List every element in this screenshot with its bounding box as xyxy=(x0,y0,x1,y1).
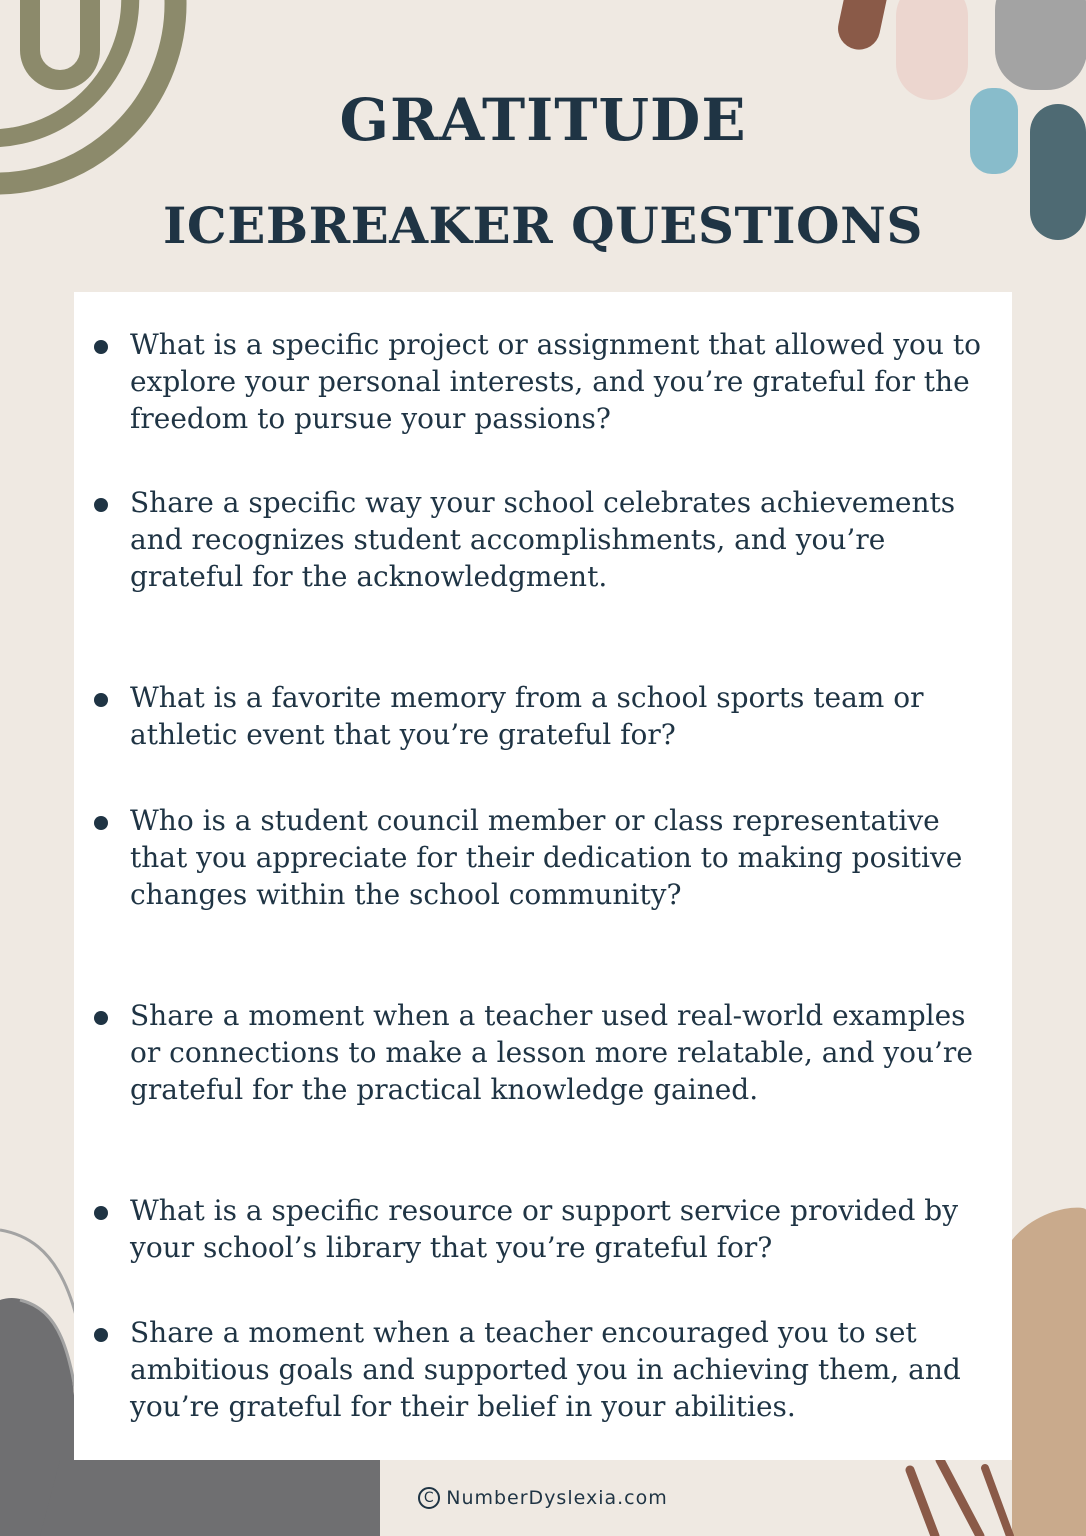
question-text: What is a favorite memory from a school sports team or athletic event that you’re grateful for? xyxy=(130,681,924,751)
bullet-icon xyxy=(94,340,108,354)
page-title: GRATITUDE xyxy=(339,86,747,154)
bullet-icon xyxy=(94,1206,108,1220)
bullet-icon xyxy=(94,693,108,707)
page-subtitle: ICEBREAKER QUESTIONS xyxy=(163,196,923,255)
question-text: Who is a student council member or class representative that you appreciate for their dedication to making positive changes within the school community? xyxy=(130,804,963,911)
question-text: Share a moment when a teacher encouraged you to set ambitious goals and supported you in achieving them, and you’re grateful for their belief in your abilities. xyxy=(130,1316,961,1423)
bullet-icon xyxy=(94,1328,108,1342)
question-text: What is a specific resource or support service provided by your school’s library that you’re grateful for? xyxy=(130,1194,959,1264)
question-text: Share a moment when a teacher used real-world examples or connections to make a lesson more relatable, and you’re grateful for the practical knowledge gained. xyxy=(130,999,973,1106)
bullet-icon xyxy=(94,498,108,512)
copyright-icon: C xyxy=(418,1487,440,1509)
question-text: What is a specific project or assignment that allowed you to explore your personal interests, and you’re grateful for the freedom to pursue your passions? xyxy=(130,328,981,435)
questions-card xyxy=(74,292,1012,1460)
question-text: Share a specific way your school celebrates achievements and recognizes student accomplishments, and you’re grateful for the acknowledgment. xyxy=(130,486,956,593)
footer-credit xyxy=(0,1484,1086,1512)
bullet-icon xyxy=(94,1011,108,1025)
footer-site-link[interactable]: NumberDyslexia.com xyxy=(446,1487,668,1509)
bullet-icon xyxy=(94,816,108,830)
